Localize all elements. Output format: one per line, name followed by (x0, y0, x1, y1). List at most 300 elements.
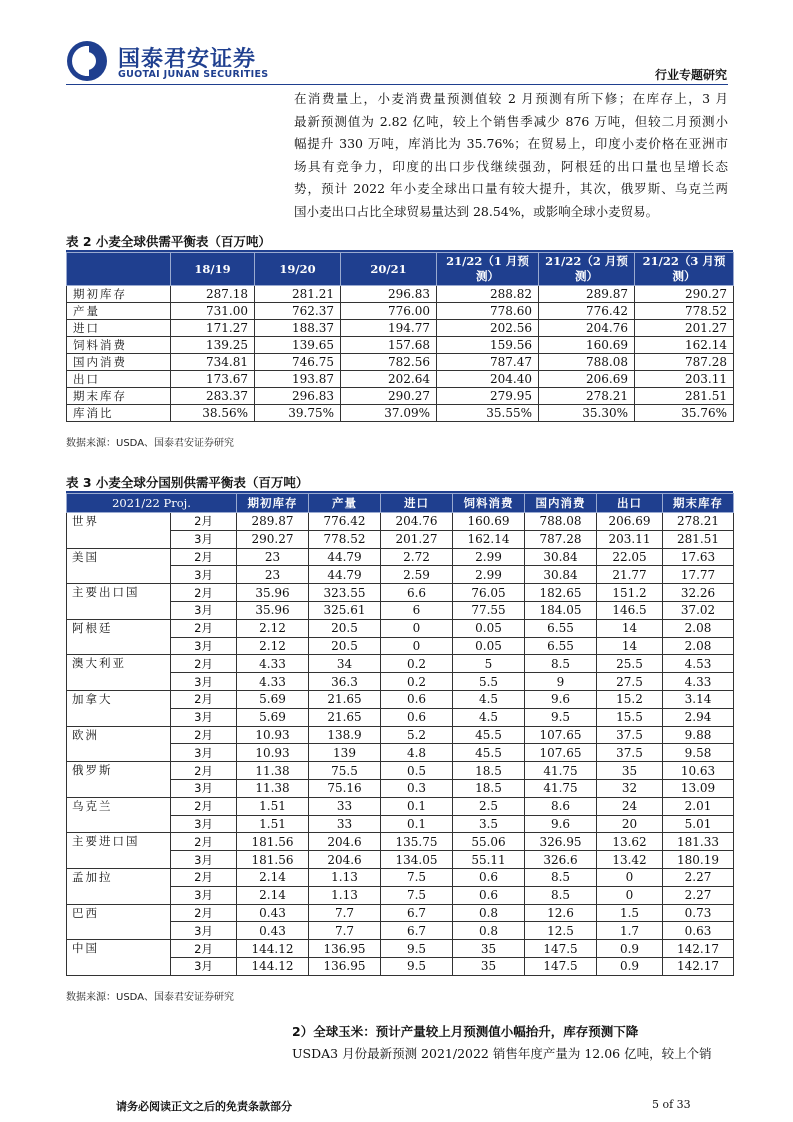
paragraph-line: 在消费量上，小麦消费量预测值较 2 月预测有所下修；在库存上，3 月 (294, 91, 728, 106)
table-cell: 35.96 (237, 584, 309, 602)
table-cell: 0.8 (453, 922, 525, 940)
table-cell: 22.05 (597, 548, 663, 566)
country-label: 俄罗斯 (67, 762, 171, 798)
country-label: 中国 (67, 940, 171, 976)
table-cell: 146.5 (597, 601, 663, 619)
table-cell: 181.56 (237, 833, 309, 851)
table-cell: 10.93 (237, 744, 309, 762)
table-cell: 1.5 (597, 904, 663, 922)
table3-source: 数据来源：USDA、国泰君安证券研究 (66, 992, 235, 1003)
table-cell: 139 (309, 744, 381, 762)
table-cell: 296.83 (255, 388, 341, 405)
table-cell: 0.05 (453, 637, 525, 655)
table2-header-cell: 20/21 (341, 253, 437, 286)
table-cell: 283.37 (171, 388, 255, 405)
intro-paragraph (294, 88, 728, 223)
table-cell: 778.52 (635, 303, 734, 320)
month-label: 2月 (171, 655, 237, 673)
month-label: 2月 (171, 619, 237, 637)
month-label: 2月 (171, 584, 237, 602)
month-label: 3月 (171, 851, 237, 869)
table-cell: 9 (525, 673, 597, 691)
table-cell: 2.5 (453, 797, 525, 815)
table-cell: 782.56 (341, 354, 437, 371)
table-cell: 1.13 (309, 886, 381, 904)
table-cell: 0.2 (381, 655, 453, 673)
table-cell: 184.05 (525, 601, 597, 619)
month-label: 2月 (171, 904, 237, 922)
table-cell: 21.65 (309, 708, 381, 726)
table-cell: 0.1 (381, 797, 453, 815)
table-cell: 11.38 (237, 779, 309, 797)
table2-header-cell: 21/22（1 月预测） (437, 253, 539, 286)
table-cell: 193.87 (255, 371, 341, 388)
table-cell: 203.11 (597, 530, 663, 548)
table-cell: 188.37 (255, 320, 341, 337)
table-cell: 139.25 (171, 337, 255, 354)
table-cell: 0.6 (453, 886, 525, 904)
table-cell: 2.27 (663, 868, 734, 886)
section-heading: 2）全球玉米：预计产量较上月预测值小幅抬升，库存预测下降 (292, 1024, 639, 1039)
table-cell: 171.27 (171, 320, 255, 337)
table-cell: 35.96 (237, 601, 309, 619)
row-label: 期初库存 (67, 286, 171, 303)
table-cell: 3.14 (663, 690, 734, 708)
table-cell: 7.7 (309, 922, 381, 940)
month-label: 3月 (171, 957, 237, 975)
month-label: 3月 (171, 886, 237, 904)
table-cell: 35.30% (539, 405, 635, 422)
table-cell: 325.61 (309, 601, 381, 619)
table-cell: 9.58 (663, 744, 734, 762)
month-label: 3月 (171, 530, 237, 548)
table-cell: 7.5 (381, 886, 453, 904)
table-cell: 162.14 (635, 337, 734, 354)
table-cell: 281.21 (255, 286, 341, 303)
table-cell: 787.28 (635, 354, 734, 371)
table-cell: 206.69 (597, 513, 663, 531)
paragraph-line: 幅提升 330 万吨，库消比为 35.76%；在贸易上，印度小麦价格在亚洲市 (294, 136, 728, 151)
table-cell: 278.21 (663, 513, 734, 531)
table-cell: 0.2 (381, 673, 453, 691)
table-cell: 10.63 (663, 762, 734, 780)
country-label: 欧洲 (67, 726, 171, 762)
table2-header-cell (67, 253, 171, 286)
table-row (67, 513, 734, 531)
table-cell: 203.11 (635, 371, 734, 388)
table-cell: 17.63 (663, 548, 734, 566)
table-cell: 77.55 (453, 601, 525, 619)
table-cell: 33 (309, 797, 381, 815)
table-cell: 2.59 (381, 566, 453, 584)
table-cell: 14 (597, 637, 663, 655)
table-header-row (67, 253, 734, 286)
table-cell: 25.5 (597, 655, 663, 673)
table-cell: 204.6 (309, 851, 381, 869)
month-label: 3月 (171, 566, 237, 584)
table-cell: 4.5 (453, 690, 525, 708)
table-cell: 147.5 (525, 957, 597, 975)
table-cell: 290.27 (635, 286, 734, 303)
table-cell: 9.5 (381, 957, 453, 975)
table-cell: 4.8 (381, 744, 453, 762)
table-cell: 142.17 (663, 957, 734, 975)
table-cell: 296.83 (341, 286, 437, 303)
table-cell: 45.5 (453, 726, 525, 744)
table-cell: 0.9 (597, 957, 663, 975)
table-cell: 35 (597, 762, 663, 780)
table-cell: 2.12 (237, 637, 309, 655)
table-cell: 6.7 (381, 922, 453, 940)
table-cell: 3.5 (453, 815, 525, 833)
table-cell: 204.76 (381, 513, 453, 531)
table-row (67, 868, 734, 886)
table-cell: 731.00 (171, 303, 255, 320)
country-label: 加拿大 (67, 690, 171, 726)
month-label: 3月 (171, 673, 237, 691)
month-label: 3月 (171, 601, 237, 619)
table-cell: 0.63 (663, 922, 734, 940)
month-label: 3月 (171, 744, 237, 762)
table-cell: 2.99 (453, 548, 525, 566)
country-label: 阿根廷 (67, 619, 171, 655)
paragraph-line: 势，预计 2022 年小麦全球出口量有较大提升，其次，俄罗斯、乌克兰两 (294, 181, 728, 196)
table-cell: 6.6 (381, 584, 453, 602)
table-cell: 37.09% (341, 405, 437, 422)
table-cell: 0.43 (237, 904, 309, 922)
table-row (67, 940, 734, 958)
table-cell: 136.95 (309, 957, 381, 975)
table-cell: 8.5 (525, 655, 597, 673)
table-cell: 37.5 (597, 744, 663, 762)
table-row (67, 833, 734, 851)
table-cell: 107.65 (525, 726, 597, 744)
table-cell: 32.26 (663, 584, 734, 602)
table2-supply-demand (66, 252, 733, 422)
month-label: 3月 (171, 779, 237, 797)
disclaimer-note: 请务必阅读正文之后的免责条款部分 (116, 1100, 292, 1113)
table-cell: 279.95 (437, 388, 539, 405)
table-cell: 135.75 (381, 833, 453, 851)
table-cell: 39.75% (255, 405, 341, 422)
table-cell: 34 (309, 655, 381, 673)
table-cell: 9.6 (525, 690, 597, 708)
table-cell: 204.40 (437, 371, 539, 388)
month-label: 2月 (171, 833, 237, 851)
row-label: 国内消费 (67, 354, 171, 371)
table-cell: 206.69 (539, 371, 635, 388)
table-cell: 788.08 (525, 513, 597, 531)
table-cell: 23 (237, 566, 309, 584)
table-cell: 202.56 (437, 320, 539, 337)
table-cell: 134.05 (381, 851, 453, 869)
table-cell: 5 (453, 655, 525, 673)
table-cell: 8.6 (525, 797, 597, 815)
table-cell: 142.17 (663, 940, 734, 958)
table-cell: 21.77 (597, 566, 663, 584)
table-cell: 290.27 (237, 530, 309, 548)
table-cell: 776.00 (341, 303, 437, 320)
table-cell: 44.79 (309, 548, 381, 566)
table-cell: 17.77 (663, 566, 734, 584)
table-cell: 0 (597, 886, 663, 904)
table-cell: 44.79 (309, 566, 381, 584)
table-cell: 787.28 (525, 530, 597, 548)
table-cell: 107.65 (525, 744, 597, 762)
table-row (67, 762, 734, 780)
table-cell: 0.6 (381, 708, 453, 726)
table-cell: 0.3 (381, 779, 453, 797)
table3-header-cell: 国内消费 (525, 494, 597, 513)
month-label: 2月 (171, 797, 237, 815)
table-cell: 173.67 (171, 371, 255, 388)
table-cell: 21.65 (309, 690, 381, 708)
country-label: 世界 (67, 513, 171, 549)
table-cell: 6 (381, 601, 453, 619)
table-cell: 2.94 (663, 708, 734, 726)
table-cell: 204.76 (539, 320, 635, 337)
month-label: 3月 (171, 637, 237, 655)
table-cell: 6.55 (525, 637, 597, 655)
table-cell: 746.75 (255, 354, 341, 371)
table-cell: 37.02 (663, 601, 734, 619)
month-label: 2月 (171, 726, 237, 744)
table-cell: 23 (237, 548, 309, 566)
table-cell: 9.88 (663, 726, 734, 744)
row-label: 出口 (67, 371, 171, 388)
table-row (67, 388, 734, 405)
table-cell: 151.2 (597, 584, 663, 602)
table-cell: 15.2 (597, 690, 663, 708)
table2-caption: 表 2 小麦全球供需平衡表（百万吨） (66, 234, 271, 249)
table-row (67, 337, 734, 354)
table-cell: 138.9 (309, 726, 381, 744)
table-cell: 33 (309, 815, 381, 833)
page-number: 5 of 33 (652, 1098, 691, 1111)
table-cell: 182.65 (525, 584, 597, 602)
country-label: 澳大利亚 (67, 655, 171, 691)
month-label: 3月 (171, 815, 237, 833)
table-cell: 2.72 (381, 548, 453, 566)
table-cell: 0.9 (597, 940, 663, 958)
table-cell: 20 (597, 815, 663, 833)
table-cell: 0 (597, 868, 663, 886)
table-cell: 0 (381, 619, 453, 637)
table-row (67, 904, 734, 922)
country-label: 主要进口国 (67, 833, 171, 869)
table-cell: 4.33 (663, 673, 734, 691)
table-cell: 201.27 (635, 320, 734, 337)
header-divider (66, 84, 728, 85)
table3-header-cell: 出口 (597, 494, 663, 513)
table-cell: 281.51 (663, 530, 734, 548)
table-cell: 776.42 (539, 303, 635, 320)
table-cell: 20.5 (309, 637, 381, 655)
table-cell: 181.33 (663, 833, 734, 851)
table-cell: 4.33 (237, 673, 309, 691)
table-cell: 35.55% (437, 405, 539, 422)
table-cell: 35 (453, 957, 525, 975)
table-cell: 160.69 (453, 513, 525, 531)
table-cell: 7.7 (309, 904, 381, 922)
table-cell: 2.08 (663, 619, 734, 637)
table-cell: 5.01 (663, 815, 734, 833)
table-cell: 5.5 (453, 673, 525, 691)
table-cell: 762.37 (255, 303, 341, 320)
table-cell: 787.47 (437, 354, 539, 371)
table-cell: 37.5 (597, 726, 663, 744)
paragraph-line: 场具有竞争力，印度的出口步伐继续强劲，阿根廷的出口量也呈增长态 (294, 158, 728, 174)
table-cell: 204.6 (309, 833, 381, 851)
table-cell: 20.5 (309, 619, 381, 637)
table-row (67, 797, 734, 815)
table-cell: 4.5 (453, 708, 525, 726)
table-row (67, 655, 734, 673)
table-row (67, 690, 734, 708)
table-row (67, 371, 734, 388)
row-label: 产量 (67, 303, 171, 320)
country-label: 孟加拉 (67, 868, 171, 904)
country-label: 乌克兰 (67, 797, 171, 833)
table-header-row (67, 494, 734, 513)
table-cell: 4.53 (663, 655, 734, 673)
table-cell: 9.5 (381, 940, 453, 958)
table-cell: 0.73 (663, 904, 734, 922)
table-cell: 278.21 (539, 388, 635, 405)
table-cell: 6.7 (381, 904, 453, 922)
table-cell: 2.99 (453, 566, 525, 584)
month-label: 2月 (171, 513, 237, 531)
table3-header-cell: 产量 (309, 494, 381, 513)
table-cell: 144.12 (237, 957, 309, 975)
table-cell: 5.69 (237, 708, 309, 726)
country-label: 主要出口国 (67, 584, 171, 620)
brand-name-en: GUOTAI JUNAN SECURITIES (118, 69, 269, 80)
table-cell: 2.14 (237, 868, 309, 886)
month-label: 2月 (171, 940, 237, 958)
table-cell: 0.05 (453, 619, 525, 637)
table2-header-cell: 19/20 (255, 253, 341, 286)
table-cell: 136.95 (309, 940, 381, 958)
table-cell: 5.2 (381, 726, 453, 744)
table-cell: 289.87 (237, 513, 309, 531)
table-cell: 1.13 (309, 868, 381, 886)
table-row (67, 726, 734, 744)
country-label: 巴西 (67, 904, 171, 940)
table-cell: 288.82 (437, 286, 539, 303)
table3-caption: 表 3 小麦全球分国别供需平衡表（百万吨） (66, 475, 309, 490)
table2-header-cell: 18/19 (171, 253, 255, 286)
table2-source: 数据来源：USDA、国泰君安证券研究 (66, 438, 235, 449)
report-category-label: 行业专题研究 (654, 68, 727, 82)
table-row (67, 405, 734, 422)
table-row (67, 354, 734, 371)
table-cell: 778.52 (309, 530, 381, 548)
table-cell: 13.62 (597, 833, 663, 851)
table-cell: 1.51 (237, 797, 309, 815)
table-cell: 13.09 (663, 779, 734, 797)
table-cell: 326.95 (525, 833, 597, 851)
table-cell: 0.1 (381, 815, 453, 833)
brand-name-cn: 国泰君安证券 (118, 47, 257, 72)
table-row (67, 303, 734, 320)
table-cell: 24 (597, 797, 663, 815)
table-cell: 2.27 (663, 886, 734, 904)
table-cell: 18.5 (453, 779, 525, 797)
table-cell: 788.08 (539, 354, 635, 371)
table2-header-cell: 21/22（2 月预测） (539, 253, 635, 286)
table-cell: 139.65 (255, 337, 341, 354)
table-cell: 12.5 (525, 922, 597, 940)
table-cell: 10.93 (237, 726, 309, 744)
table-cell: 180.19 (663, 851, 734, 869)
month-label: 3月 (171, 922, 237, 940)
table3-header-cell: 饲料消费 (453, 494, 525, 513)
table-cell: 75.16 (309, 779, 381, 797)
table3-header-cell: 2021/22 Proj. (67, 494, 237, 513)
table3-header-cell: 期初库存 (237, 494, 309, 513)
table-cell: 45.5 (453, 744, 525, 762)
month-label: 3月 (171, 708, 237, 726)
table-cell: 2.12 (237, 619, 309, 637)
table-cell: 0.43 (237, 922, 309, 940)
table-cell: 194.77 (341, 320, 437, 337)
table-cell: 14 (597, 619, 663, 637)
country-label: 美国 (67, 548, 171, 584)
table-cell: 201.27 (381, 530, 453, 548)
table2-header-cell: 21/22（3 月预测） (635, 253, 734, 286)
table-cell: 290.27 (341, 388, 437, 405)
table-cell: 281.51 (635, 388, 734, 405)
table-cell: 6.55 (525, 619, 597, 637)
table-cell: 289.87 (539, 286, 635, 303)
table-cell: 157.68 (341, 337, 437, 354)
month-label: 2月 (171, 762, 237, 780)
table-cell: 41.75 (525, 779, 597, 797)
table-cell: 162.14 (453, 530, 525, 548)
table-cell: 12.6 (525, 904, 597, 922)
month-label: 2月 (171, 548, 237, 566)
table-cell: 5.69 (237, 690, 309, 708)
table-cell: 9.5 (525, 708, 597, 726)
table-cell: 147.5 (525, 940, 597, 958)
table-cell: 11.38 (237, 762, 309, 780)
table-cell: 13.42 (597, 851, 663, 869)
table-cell: 15.5 (597, 708, 663, 726)
table-row (67, 619, 734, 637)
table-cell: 30.84 (525, 566, 597, 584)
paragraph-line: 国小麦出口占比全球贸易量达到 28.54%，或影响全球小麦贸易。 (294, 203, 659, 219)
table-cell: 55.06 (453, 833, 525, 851)
month-label: 2月 (171, 868, 237, 886)
table-cell: 0.6 (381, 690, 453, 708)
row-label: 库消比 (67, 405, 171, 422)
table-cell: 41.75 (525, 762, 597, 780)
table-cell: 55.11 (453, 851, 525, 869)
company-logo-icon (66, 40, 108, 82)
table-cell: 35 (453, 940, 525, 958)
table-cell: 181.56 (237, 851, 309, 869)
table-cell: 202.64 (341, 371, 437, 388)
table-cell: 8.5 (525, 868, 597, 886)
table-row (67, 584, 734, 602)
row-label: 饲料消费 (67, 337, 171, 354)
table-cell: 323.55 (309, 584, 381, 602)
table-cell: 32 (597, 779, 663, 797)
table-cell: 287.18 (171, 286, 255, 303)
paragraph-line: 最新预测值为 2.82 亿吨，较上个销售季减少 876 万吨，但较二月预测小 (294, 113, 728, 129)
table-cell: 8.5 (525, 886, 597, 904)
